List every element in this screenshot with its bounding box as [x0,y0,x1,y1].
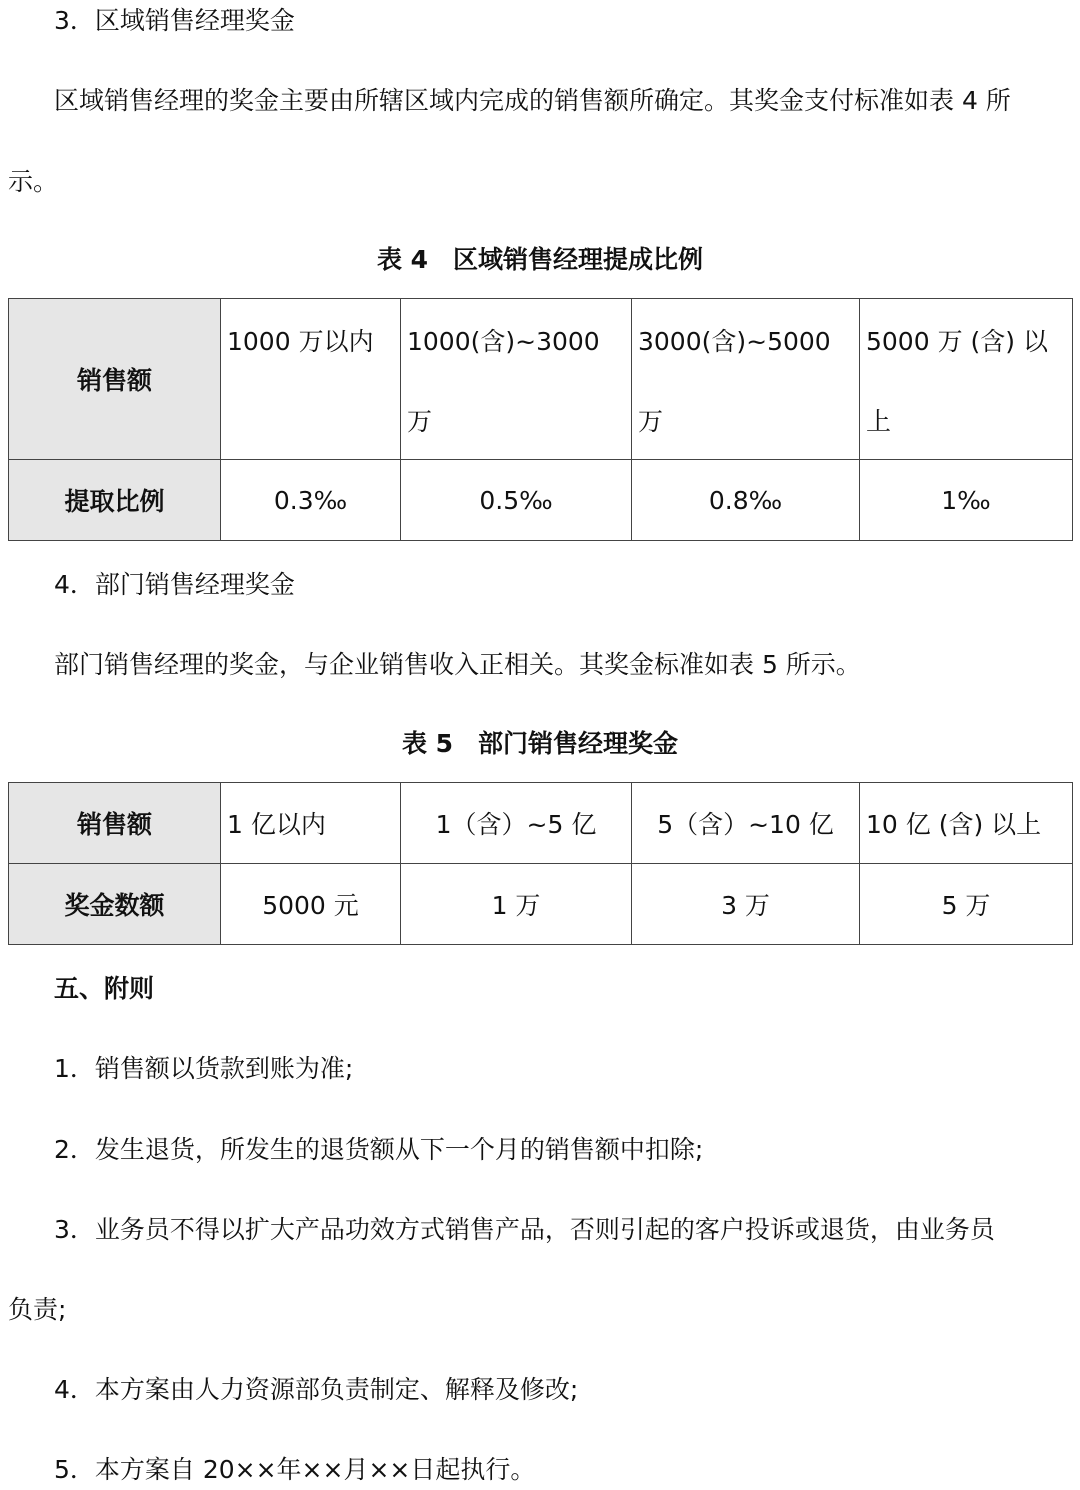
table-4-cell-text: 1000 万以内 [227,327,374,356]
table-4-caption: 表 4 区域销售经理提成比例 [376,245,704,274]
table-5-cell: 5000 元 [221,864,401,945]
table-5 [8,782,1073,945]
appendix-heading: 五、附则 [54,974,155,1003]
section-3-heading: 3．区域销售经理奖金 [54,6,295,35]
table-5-cell: 1（含）~5 亿 [401,783,632,864]
table-4-cell-text: 5000 万 (含) 以 [866,327,1048,356]
appendix-item-3-line-2: 负责; [8,1295,67,1324]
table-4-cell-text: 3000(含)~5000 [638,327,831,356]
table-4-header-ratio: 提取比例 [9,460,221,541]
table-4-cell: 0.8‰ [632,460,860,541]
table-5-header-sales: 销售额 [9,783,221,864]
table-4-row-ratio [9,460,1073,541]
table-5-cell: 5 万 [860,864,1073,945]
appendix-item-1: 1．销售额以货款到账为准; [54,1054,354,1083]
table-4-cell: 1‰ [860,460,1073,541]
table-4-row-sales [9,299,1073,460]
table-5-cell: 1 亿以内 [221,783,401,864]
table-4-cell-text: 上 [866,407,892,436]
table-4-cell [221,299,401,460]
appendix-item-4: 4．本方案由人力资源部负责制定、解释及修改; [54,1375,579,1404]
appendix-item-5: 5．本方案自 20××年××月××日起执行。 [54,1455,536,1484]
section-3-paragraph-line-1: 区域销售经理的奖金主要由所辖区域内完成的销售额所确定。其奖金支付标准如表 4 所 [54,86,1011,115]
section-4-heading: 4．部门销售经理奖金 [54,570,295,599]
table-5-row-sales [9,783,1073,864]
table-4 [8,298,1073,541]
appendix-item-2: 2．发生退货，所发生的退货额从下一个月的销售额中扣除; [54,1135,704,1164]
table-5-header-bonus: 奖金数额 [9,864,221,945]
table-4-cell: 0.5‰ [401,460,632,541]
table-5-caption: 表 5 部门销售经理奖金 [401,729,679,758]
table-5-row-bonus [9,864,1073,945]
table-4-cell: 0.3‰ [221,460,401,541]
table-4-header-sales-label: 销售额 [76,366,152,395]
table-4-cell [401,299,632,460]
table-5-cell: 1 万 [401,864,632,945]
appendix-item-3-line-1: 3．业务员不得以扩大产品功效方式销售产品，否则引起的客户投诉或退货，由业务员 [54,1215,995,1244]
table-5-cell: 5（含）~10 亿 [632,783,860,864]
table-4-cell-text: 万 [638,407,664,436]
table-4-cell [860,299,1073,460]
table-5-cell: 10 亿 (含) 以上 [860,783,1073,864]
table-4-cell-text: 1000(含)~3000 [407,327,600,356]
section-3-paragraph-line-2: 示。 [8,167,59,196]
table-4-header-sales [9,299,221,460]
table-5-cell: 3 万 [632,864,860,945]
section-4-paragraph: 部门销售经理的奖金，与企业销售收入正相关。其奖金标准如表 5 所示。 [54,650,861,679]
table-4-cell-text: 万 [407,407,433,436]
table-4-cell [632,299,860,460]
